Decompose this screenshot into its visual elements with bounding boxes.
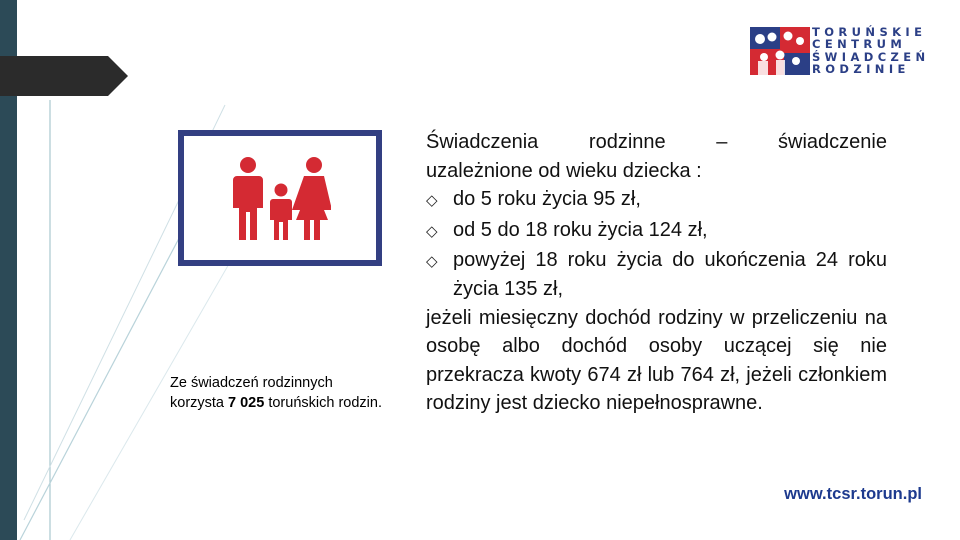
diamond-outline-icon: ◇	[426, 222, 438, 240]
logo-line-2: CENTRUM	[812, 37, 907, 52]
caption-prefix: Ze świadczeń rodzinnych korzysta	[170, 375, 333, 411]
diamond-outline-icon: ◇	[426, 253, 438, 271]
intro-line-2: uzależnione od wieku dziecka :	[426, 159, 702, 182]
title-arrow-shape	[0, 56, 128, 96]
logo-wordmark	[812, 26, 930, 76]
website-link[interactable]: www.tcsr.torun.pl	[784, 485, 922, 503]
bullet-text-1: do 5 roku życia 95 zł,	[453, 188, 641, 211]
family-image-frame	[178, 130, 382, 266]
logo-line-4: RODZINIE	[812, 62, 910, 77]
bullet-text-2: od 5 do 18 roku życia 124 zł,	[453, 218, 708, 241]
logo	[750, 27, 935, 79]
caption	[170, 373, 382, 413]
caption-suffix: toruńskich rodzin.	[264, 395, 382, 411]
logo-family-icon	[750, 27, 810, 75]
logo-line-1: TORUŃSKIE	[812, 25, 927, 39]
bullet-text-3: powyżej 18 roku życia do ukończenia 24 roku życia 135 zł,	[453, 249, 887, 300]
main-text-block	[426, 128, 887, 418]
intro-line-1: Świadczenia rodzinne – świadczenie	[426, 131, 887, 153]
caption-family-count: 7 025	[228, 395, 265, 411]
diamond-outline-icon: ◇	[426, 192, 438, 210]
bullet-item-3	[426, 246, 887, 303]
family-icon	[231, 154, 331, 244]
bullet-item-1	[426, 185, 887, 216]
bullet-item-2	[426, 216, 887, 247]
logo-line-3: ŚWIADCZEŃ	[812, 49, 930, 64]
income-condition: jeżeli miesięczny dochód rodziny w przeliczeniu na osobę albo dochód osoby uczącej się nie przekracza kwoty 674 zł lub 764 zł, jeżeli członkiem rodziny jest dziecko niepełnosprawne.	[426, 306, 887, 415]
